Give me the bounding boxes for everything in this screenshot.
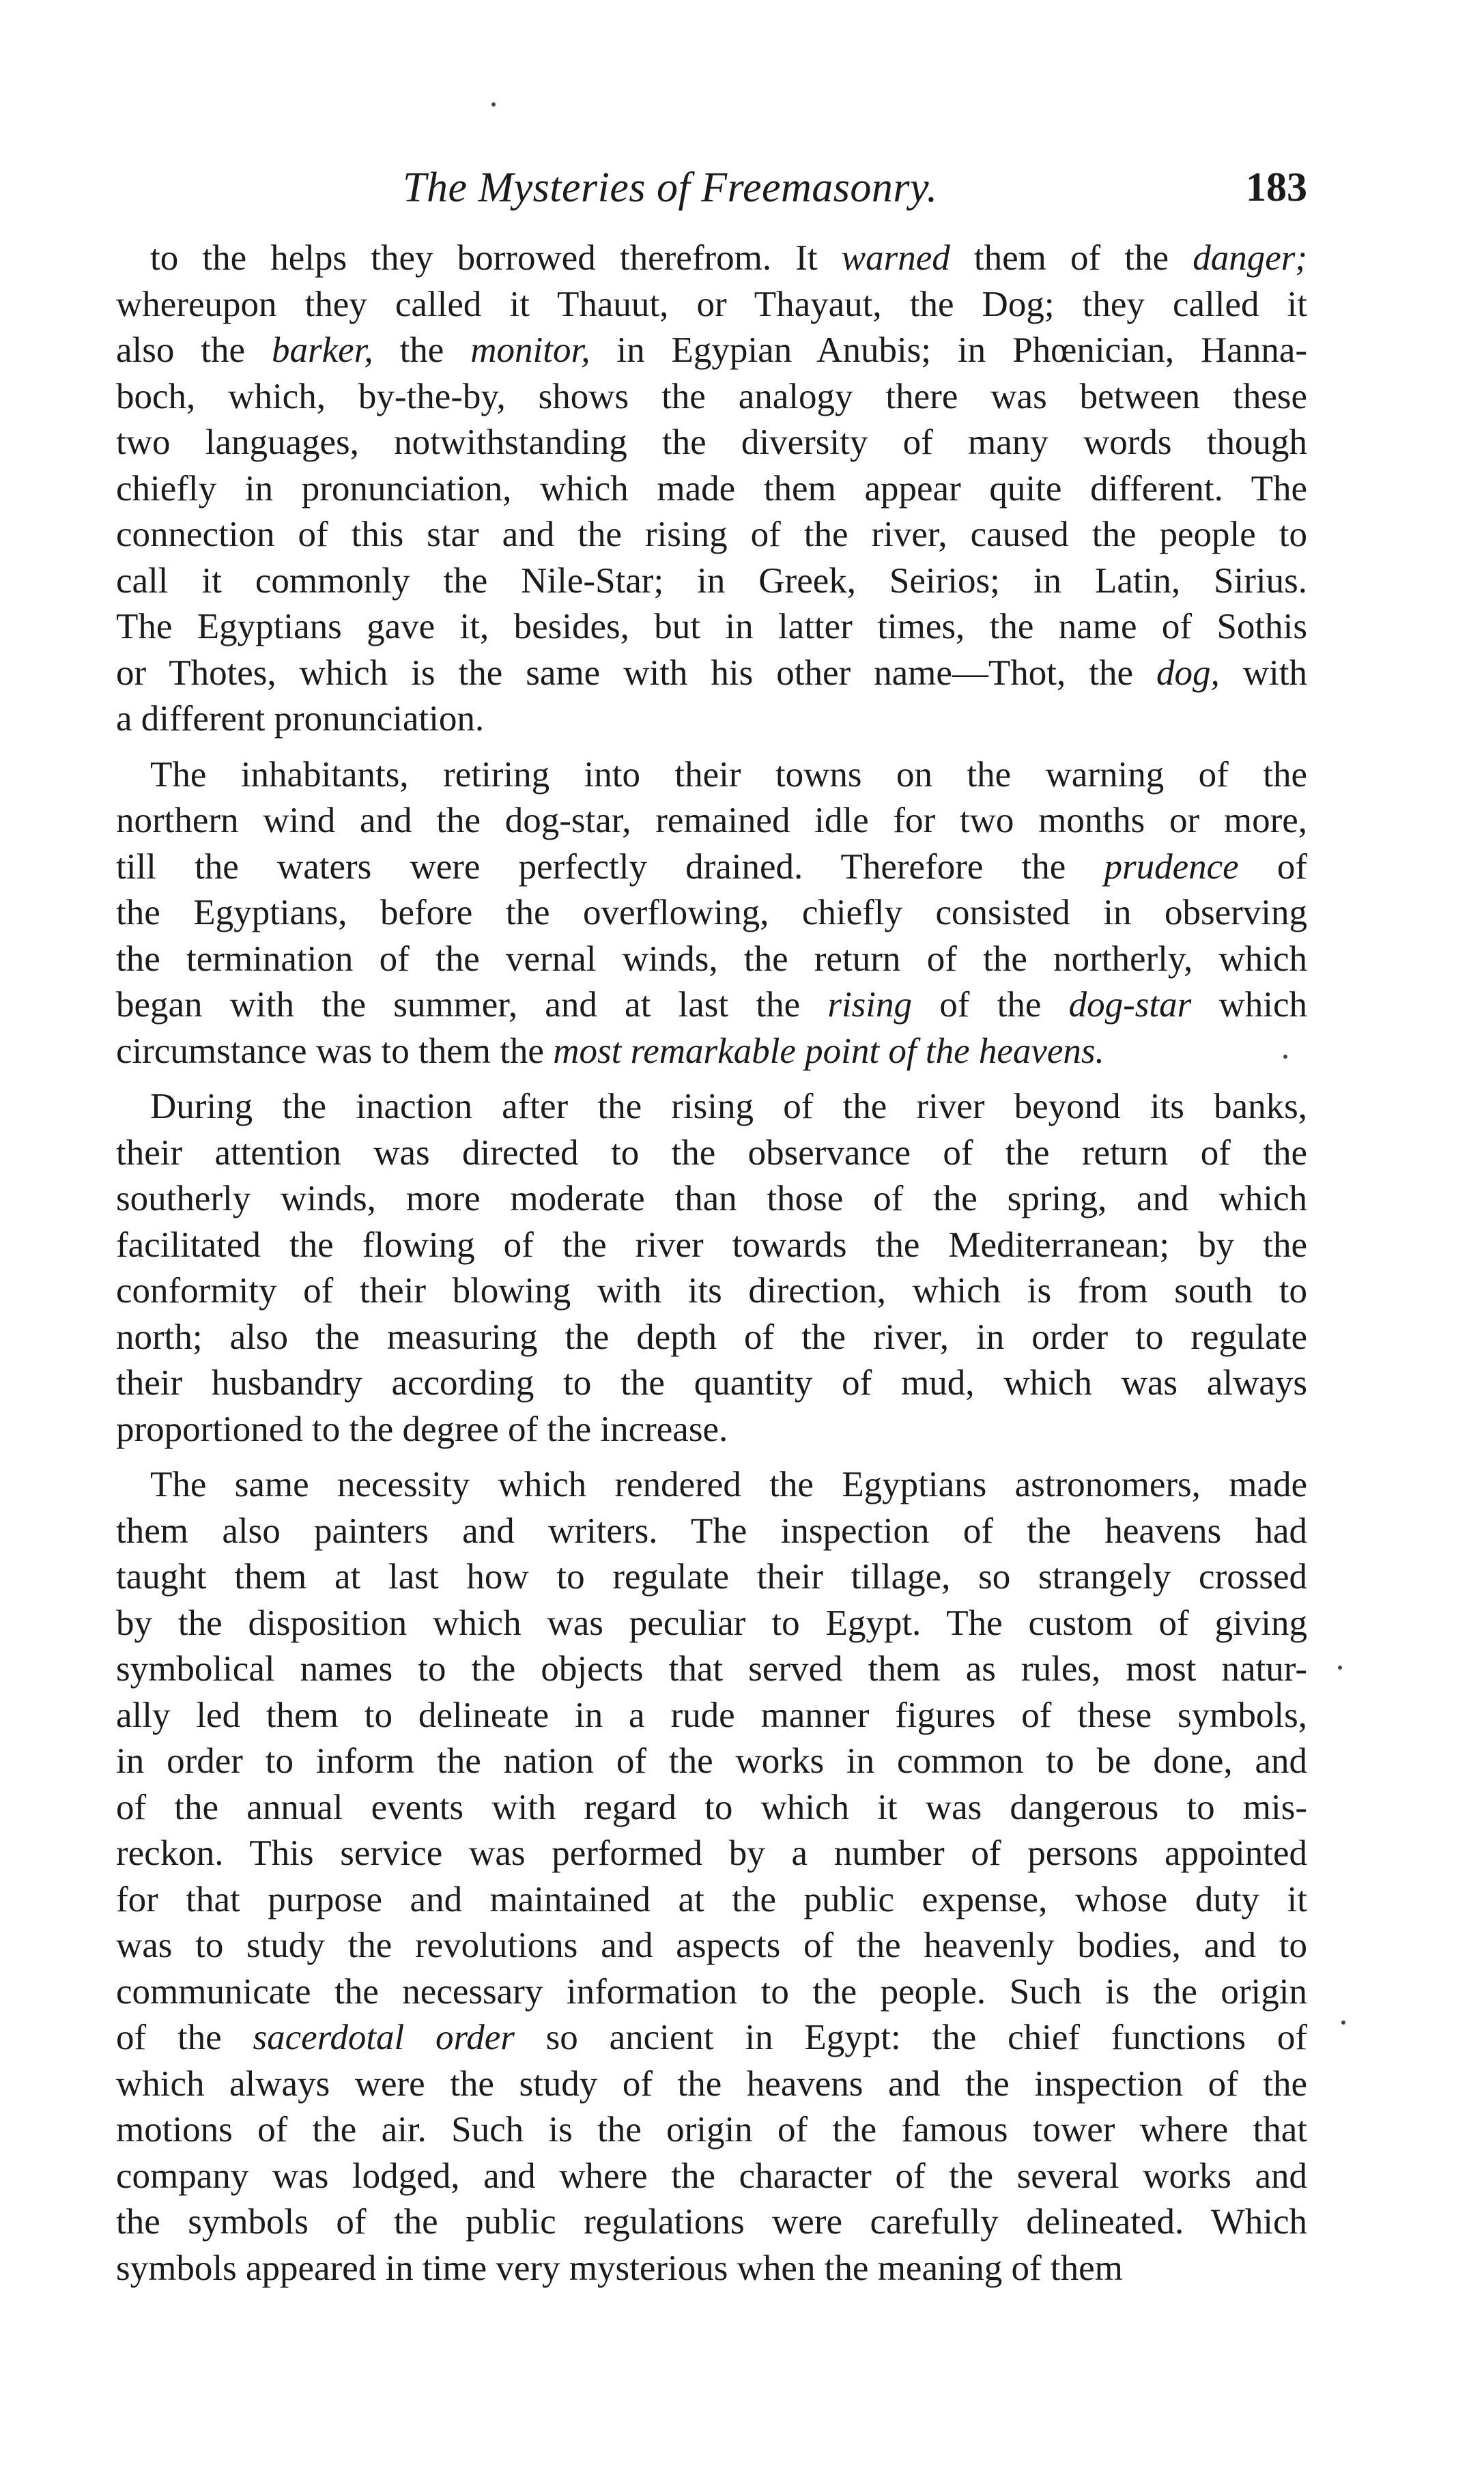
text-segment: with [1219,653,1307,693]
text-segment: connection of this star and the rising of the river, caused the people to [116,515,1307,554]
text-segment: of the annual events with regard to which it was dangerous to mis- [116,1787,1307,1827]
text-line [116,1601,1307,1647]
text-segment: the termination of the vernal winds, the return of the northerly, which [116,939,1307,979]
text-segment: circumstance was to them the [116,1031,554,1071]
italic-text: monitor, [470,330,590,370]
text-line [116,2107,1307,2154]
text-line [116,1693,1307,1739]
text-segment: chiefly in pronunciation, which made them appear quite different. The [116,468,1307,509]
text-segment: The same necessity which rendered the Egyptians astronomers, made [150,1465,1307,1504]
text-segment: to the helps they borrowed therefrom. It [150,238,842,278]
text-segment: company was lodged, and where the character of the several works and [116,2156,1307,2196]
text-segment: reckon. This service was performed by a number of persons appointed [116,1833,1307,1873]
text-line [116,374,1307,420]
text-segment: facilitated the flowing of the river towards the Mediterranean; by the [116,1225,1307,1265]
text-line [116,1554,1307,1601]
text-line [116,558,1307,605]
text-segment: northern wind and the dog-star, remained idle for two months or more, [116,801,1307,840]
text-segment: by the disposition which was peculiar to Egypt. The custom of giving [116,1603,1307,1643]
paragraph [116,1084,1307,1453]
text-line [116,1785,1307,1831]
text-segment: or Thotes, which is the same with his other name—Thot, the [116,653,1157,693]
text-segment: in order to inform the nation of the works in common to be done, and [116,1741,1307,1781]
text-line [116,1360,1307,1407]
text-segment: southerly winds, more moderate than those of the spring, and which [116,1179,1307,1218]
text-line [116,844,1307,891]
text-line [116,798,1307,844]
text-segment: so ancient in Egypt: the chief functions of [514,2018,1307,2057]
italic-text: prudence [1104,846,1239,887]
italic-text: sacerdotal order [253,2018,515,2057]
text-segment: the [373,330,471,370]
text-line [116,1268,1307,1315]
text-segment: call it commonly the Nile-Star; in Greek, Seirios; in Latin, Sirius. [116,560,1307,601]
italic-text: dog-star [1068,985,1192,1025]
print-speck [1283,1055,1287,1059]
running-head [116,164,1307,218]
page-number: 183 [1246,165,1307,210]
text-segment: communicate the necessary information to the people. Such is the origin [116,1971,1307,2012]
print-speck [1338,1666,1342,1670]
paragraph [116,1462,1307,2291]
text-segment: symbols appeared in time very mysterious when the meaning of them [116,2248,1123,2288]
body-text [116,235,1307,2301]
italic-text: warned [841,238,950,278]
text-line [116,1877,1307,1924]
text-segment: conformity of their blowing with its direction, which is from south to [116,1271,1307,1311]
text-segment: in Egypian Anubis; in Phœnician, Hanna- [590,330,1307,370]
text-line [116,1315,1307,1361]
paragraph [116,235,1307,743]
text-line [116,937,1307,983]
text-segment: taught them at last how to regulate their tillage, so strangely crossed [116,1557,1307,1597]
text-segment: their husbandry according to the quantity of mud, which was always [116,1363,1307,1403]
text-line [116,466,1307,513]
text-line [116,235,1307,282]
text-line [116,982,1307,1029]
text-segment: proportioned to the degree of the increase. [116,1409,728,1449]
text-line [116,1176,1307,1223]
text-line [116,1969,1307,2016]
text-line [116,2246,1307,2292]
text-line [116,651,1307,697]
text-segment: a different pronunciation. [116,699,485,739]
text-segment: till the waters were perfectly drained. Therefore the [116,846,1104,887]
text-line [116,1084,1307,1130]
text-segment: which [1191,985,1307,1025]
text-line [116,1509,1307,1555]
text-segment: for that purpose and maintained at the public expense, whose duty it [116,1879,1307,1919]
text-segment: north; also the measuring the depth of the river, in order to regulate [116,1317,1307,1357]
text-segment: ally led them to delineate in a rude manner figures of these symbols, [116,1695,1307,1735]
text-segment: the symbols of the public regulations were carefully delineated. Which [116,2202,1307,2242]
text-segment: which always were the study of the heavens and the inspection of the [116,2063,1307,2104]
text-line [116,512,1307,558]
text-line [116,2154,1307,2200]
text-segment: the Egyptians, before the overflowing, chiefly consisted in observing [116,893,1307,932]
text-segment: them also painters and writers. The inspection of the heavens had [116,1511,1307,1551]
running-title: The Mysteries of Freemasonry. [403,165,938,211]
text-segment: motions of the air. Such is the origin of the famous tower where that [116,2110,1307,2149]
text-line [116,752,1307,799]
print-speck [1341,2020,1345,2025]
text-segment: two languages, notwithstanding the diversity of many words though [116,423,1307,462]
text-line [116,1739,1307,1785]
print-speck [491,102,496,106]
text-line [116,420,1307,466]
italic-text: danger; [1193,238,1307,278]
text-segment: symbolical names to the objects that served them as rules, most natur- [116,1649,1307,1689]
text-segment: also the [116,330,272,370]
text-segment: began with the summer, and at last the [116,985,828,1025]
text-segment: of [1238,846,1308,887]
text-line [116,696,1307,743]
text-segment: The inhabitants, retiring into their towns on the warning of the [150,754,1307,795]
text-segment: them of the [950,238,1193,278]
italic-text: rising [827,985,913,1025]
text-line [116,1130,1307,1177]
text-segment: of the [116,2018,253,2057]
text-segment: boch, which, by-the-by, shows the analogy there was between these [116,376,1307,416]
text-line [116,1029,1307,1075]
text-line [116,1407,1307,1453]
text-line [116,1646,1307,1693]
text-line [116,2061,1307,2108]
text-segment: of the [912,985,1069,1025]
italic-text: dog, [1156,653,1220,693]
text-segment: The Egyptians gave it, besides, but in latter times, the name of Sothis [116,607,1307,646]
text-line [116,328,1307,374]
text-line [116,282,1307,328]
text-line [116,604,1307,651]
text-line [116,1831,1307,1877]
text-line [116,1923,1307,1969]
text-segment: whereupon they called it Thauut, or Thayaut, the Dog; they called it [116,284,1307,324]
italic-text: most remarkable point of the heavens. [553,1031,1104,1071]
text-segment: their attention was directed to the observance of the return of the [116,1132,1307,1173]
text-segment: During the inaction after the rising of the river beyond its banks, [150,1087,1307,1126]
paragraph [116,752,1307,1075]
text-line [116,1223,1307,1269]
text-segment: was to study the revolutions and aspects of the heavenly bodies, and to [116,1926,1307,1965]
text-line [116,1462,1307,1509]
text-line [116,2015,1307,2061]
text-line [116,890,1307,937]
text-line [116,2199,1307,2246]
italic-text: barker, [271,330,373,370]
